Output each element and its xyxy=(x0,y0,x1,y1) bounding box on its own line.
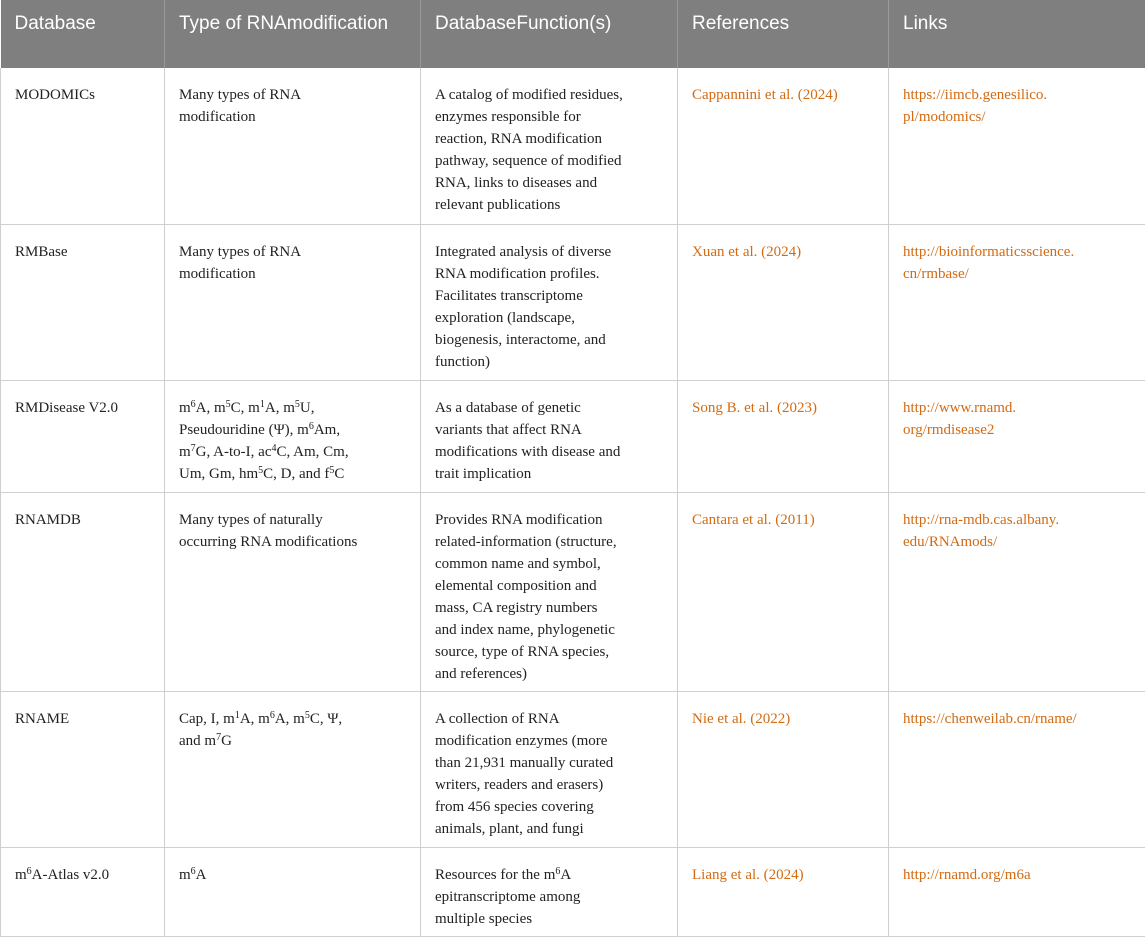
table-row xyxy=(1,380,1145,492)
cell-function xyxy=(421,68,678,224)
database-url-link[interactable] xyxy=(889,380,1145,492)
cell-text-line: exploration (landscape, xyxy=(435,307,663,329)
cell-text-line: cn/rmbase/ xyxy=(903,263,1131,285)
cell-text-line: $m^6A$, $m^5C$, $m^1A$, $m^5U$, xyxy=(179,397,406,419)
reference-link[interactable] xyxy=(678,224,889,380)
cell-text-line: Type of RNA xyxy=(179,13,287,34)
cell-text-line: MODOMICs xyxy=(15,84,150,106)
cell-text-line: common name and symbol, xyxy=(435,553,663,575)
cell-text-line: Pseudouridine (Ψ), $m^6Am$, xyxy=(179,419,406,441)
table-row xyxy=(1,492,1145,691)
table-row xyxy=(1,224,1145,380)
cell-text-line: pathway, sequence of modified xyxy=(435,150,663,172)
cell-text-line: Cap, I, $m^1A$, $m^6A$, $m^5C$, Ψ, xyxy=(179,708,406,730)
cell-modification-type xyxy=(165,224,421,380)
cell-text-line: Nie et al. (2022) xyxy=(692,708,874,730)
cell-text-line: Facilitates transcriptome xyxy=(435,285,663,307)
header-references xyxy=(678,0,889,68)
cell-text-line: Integrated analysis of diverse xyxy=(435,241,663,263)
cell-text-line: RMBase xyxy=(15,241,150,263)
cell-text-line: epitranscriptome among xyxy=(435,886,663,908)
cell-text-line: RNA modification profiles. xyxy=(435,263,663,285)
cell-text-line: Song B. et al. (2023) xyxy=(692,397,874,419)
reference-link[interactable] xyxy=(678,847,889,936)
cell-text-line: modification xyxy=(179,106,406,128)
cell-text-line: and index name, phylogenetic xyxy=(435,619,663,641)
database-url-link[interactable] xyxy=(889,224,1145,380)
reference-link[interactable] xyxy=(678,691,889,847)
cell-text-line: Database xyxy=(15,13,96,34)
cell-database xyxy=(1,380,165,492)
cell-text-line: from 456 species covering xyxy=(435,796,663,818)
cell-text-line: and $m^7G$ xyxy=(179,730,406,752)
cell-database xyxy=(1,691,165,847)
database-url-link[interactable] xyxy=(889,691,1145,847)
cell-text-line: mass, CA registry numbers xyxy=(435,597,663,619)
cell-text-line: Many types of naturally xyxy=(179,509,406,531)
cell-text-line: source, type of RNA species, xyxy=(435,641,663,663)
cell-text-line: reaction, RNA modification xyxy=(435,128,663,150)
cell-text-line: Links xyxy=(903,13,947,34)
cell-text-line: modification enzymes (more xyxy=(435,730,663,752)
database-url-link[interactable] xyxy=(889,847,1145,936)
cell-text-line: As a database of genetic xyxy=(435,397,663,419)
cell-modification-type xyxy=(165,380,421,492)
cell-text-line: http://rna-mdb.cas.albany. xyxy=(903,509,1131,531)
cell-modification-type xyxy=(165,847,421,936)
table-row xyxy=(1,847,1145,936)
cell-text-line: Liang et al. (2024) xyxy=(692,864,874,886)
cell-text-line: relevant publications xyxy=(435,194,663,216)
cell-text-line: pl/modomics/ xyxy=(903,106,1131,128)
cell-text-line: RNAME xyxy=(15,708,150,730)
cell-text-line: RNA, links to diseases and xyxy=(435,172,663,194)
cell-text-line: Resources for the $m^6A$ xyxy=(435,864,663,886)
cell-text-line: RMDisease V2.0 xyxy=(15,397,150,419)
cell-text-line: http://rnamd.org/m6a xyxy=(903,864,1131,886)
cell-text-line: Database xyxy=(435,13,516,34)
cell-text-line: Many types of RNA xyxy=(179,241,406,263)
cell-text-line: modification xyxy=(179,263,406,285)
database-url-link[interactable] xyxy=(889,492,1145,691)
header-database xyxy=(1,0,165,68)
cell-text-line: $m^7G$, A-to-I, $ac^4C$, Am, Cm, xyxy=(179,441,406,463)
cell-text-line: writers, readers and erasers) xyxy=(435,774,663,796)
cell-text-line: animals, plant, and fungi xyxy=(435,818,663,840)
cell-text-line: Cantara et al. (2011) xyxy=(692,509,874,531)
cell-text-line: A catalog of modified residues, xyxy=(435,84,663,106)
cell-function xyxy=(421,380,678,492)
cell-text-line: elemental composition and xyxy=(435,575,663,597)
cell-database xyxy=(1,68,165,224)
cell-text-line: References xyxy=(692,13,789,34)
header-links xyxy=(889,0,1145,68)
cell-text-line: Xuan et al. (2024) xyxy=(692,241,874,263)
cell-text-line: trait implication xyxy=(435,463,663,485)
cell-text-line: edu/RNAmods/ xyxy=(903,531,1131,553)
cell-text-line: modification xyxy=(287,13,388,34)
cell-text-line: variants that affect RNA xyxy=(435,419,663,441)
cell-text-line: https://iimcb.genesilico. xyxy=(903,84,1131,106)
reference-link[interactable] xyxy=(678,68,889,224)
cell-text-line: http://www.rnamd. xyxy=(903,397,1131,419)
cell-function xyxy=(421,492,678,691)
cell-modification-type xyxy=(165,68,421,224)
cell-text-line: $m^6A$ xyxy=(179,864,406,886)
reference-link[interactable] xyxy=(678,380,889,492)
cell-text-line: than 21,931 manually curated xyxy=(435,752,663,774)
cell-text-line: enzymes responsible for xyxy=(435,106,663,128)
cell-text-line: Um, Gm, $hm^5C$, D, and $f^5C$ xyxy=(179,463,406,485)
cell-modification-type xyxy=(165,691,421,847)
cell-text-line: Function(s) xyxy=(516,13,611,34)
cell-text-line: RNAMDB xyxy=(15,509,150,531)
cell-text-line: occurring RNA modifications xyxy=(179,531,406,553)
cell-text-line: http://bioinformaticsscience. xyxy=(903,241,1131,263)
table-row xyxy=(1,691,1145,847)
cell-function xyxy=(421,847,678,936)
cell-modification-type xyxy=(165,492,421,691)
cell-database xyxy=(1,224,165,380)
cell-function xyxy=(421,224,678,380)
table-header-row xyxy=(1,0,1145,68)
cell-text-line: function) xyxy=(435,351,663,373)
cell-text-line: and references) xyxy=(435,663,663,685)
cell-text-line: modifications with disease and xyxy=(435,441,663,463)
cell-text-line: Cappannini et al. (2024) xyxy=(692,84,874,106)
database-url-link[interactable] xyxy=(889,68,1145,224)
cell-database xyxy=(1,847,165,936)
header-database-functions xyxy=(421,0,678,68)
cell-text-line: $m^6A$-Atlas v2.0 xyxy=(15,864,150,886)
cell-text-line: biogenesis, interactome, and xyxy=(435,329,663,351)
cell-text-line: https://chenweilab.cn/rname/ xyxy=(903,708,1131,730)
cell-database xyxy=(1,492,165,691)
cell-text-line: multiple species xyxy=(435,908,663,930)
header-type-of-rna-modification xyxy=(165,0,421,68)
reference-link[interactable] xyxy=(678,492,889,691)
cell-text-line: Many types of RNA xyxy=(179,84,406,106)
cell-text-line: A collection of RNA xyxy=(435,708,663,730)
cell-text-line: related-information (structure, xyxy=(435,531,663,553)
cell-text-line: org/rmdisease2 xyxy=(903,419,1131,441)
cell-function xyxy=(421,691,678,847)
table-row xyxy=(1,68,1145,224)
cell-text-line: Provides RNA modification xyxy=(435,509,663,531)
